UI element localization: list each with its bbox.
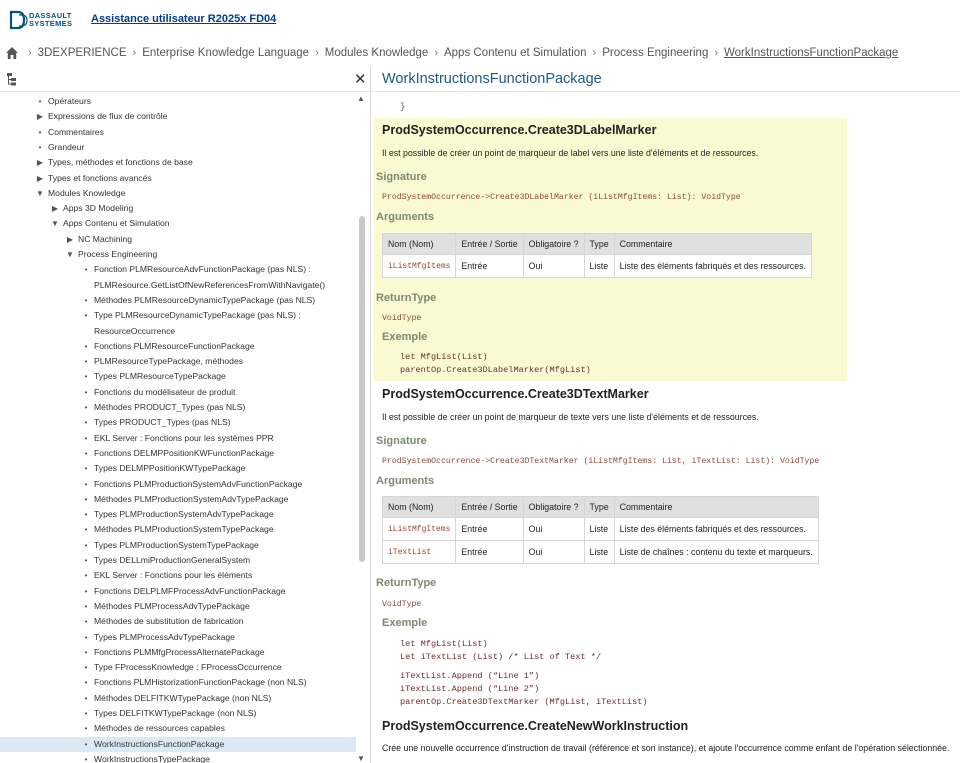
toc-item-label: Méthodes PLMProductionSystemTypePackage bbox=[94, 524, 274, 535]
toc-item-label: ResourceOccurrence bbox=[94, 325, 176, 336]
bullet-icon: • bbox=[84, 448, 88, 458]
toc-sidebar bbox=[0, 66, 371, 763]
breadcrumb-current[interactable]: WorkInstructionsFunctionPackage bbox=[724, 47, 899, 59]
toc-item[interactable] bbox=[0, 385, 356, 400]
param-comment: Liste de chaînes : contenu du texte et marqueurs. bbox=[614, 541, 818, 564]
chevron-right-icon: › bbox=[315, 47, 319, 59]
bullet-icon: • bbox=[84, 556, 88, 565]
breadcrumb bbox=[0, 40, 960, 66]
column-header: Type bbox=[584, 497, 614, 518]
breadcrumb-item[interactable]: Apps Contenu et Simulation bbox=[443, 47, 587, 59]
signature-heading: Signature bbox=[376, 435, 427, 447]
bullet-icon: • bbox=[84, 601, 88, 611]
bullet-icon: • bbox=[84, 586, 88, 596]
table-header-row bbox=[383, 497, 819, 518]
tree-view-icon[interactable] bbox=[6, 72, 20, 86]
toc-item[interactable] bbox=[0, 492, 356, 507]
column-header: Entrée / Sortie bbox=[456, 234, 523, 255]
toc-item[interactable] bbox=[0, 247, 356, 262]
arguments-table bbox=[382, 233, 812, 278]
toc-item-label: Types PRODUCT_Types (pas NLS) bbox=[94, 417, 231, 428]
bullet-icon: • bbox=[84, 632, 88, 642]
bullet-icon: • bbox=[84, 311, 88, 321]
column-header: Entrée / Sortie bbox=[456, 497, 523, 518]
toc-item-label: Type PLMResourceDynamicTypePackage (pas NLS) : bbox=[94, 310, 301, 321]
table-row bbox=[383, 518, 819, 541]
column-header: Type bbox=[584, 234, 614, 255]
bullet-icon: • bbox=[84, 678, 88, 688]
bullet-icon: • bbox=[38, 97, 42, 106]
bullet-icon: • bbox=[38, 127, 42, 137]
code-line: Let iTextList (List) /* List of Text */ bbox=[400, 652, 602, 662]
home-icon[interactable] bbox=[5, 46, 19, 60]
column-header: Commentaire bbox=[614, 234, 811, 255]
toc-item-label: Types, méthodes et fonctions de base bbox=[48, 157, 193, 168]
section-description: Il est possible de créer un point de marqueur de texte vers une liste d'éléments et de ressources. bbox=[382, 412, 759, 422]
arguments-heading: Arguments bbox=[376, 475, 435, 487]
chevron-right-icon: › bbox=[714, 47, 719, 59]
bullet-icon: • bbox=[84, 418, 88, 428]
toc-item-label: NC Machining bbox=[78, 233, 132, 244]
toc-item[interactable] bbox=[0, 645, 356, 660]
param-required: Oui bbox=[523, 541, 584, 564]
toc-item[interactable] bbox=[0, 614, 356, 629]
column-header: Nom (Nom) bbox=[383, 497, 456, 518]
toc-item[interactable] bbox=[0, 415, 356, 430]
toc-item[interactable] bbox=[0, 308, 356, 323]
title-divider bbox=[372, 91, 960, 92]
toc-item-label: Commentaires bbox=[48, 126, 104, 137]
toc-item-label: Méthodes PRODUCT_Types (pas NLS) bbox=[94, 402, 246, 412]
toc-item-label: Types et fonctions avancés bbox=[48, 172, 152, 183]
scroll-up-icon[interactable]: ▲ bbox=[357, 94, 365, 103]
bullet-icon: • bbox=[84, 479, 88, 489]
bullet-icon: • bbox=[84, 709, 88, 718]
toc-item-label: Expressions de flux de contrôle bbox=[48, 111, 168, 122]
returntype-heading: ReturnType bbox=[376, 577, 437, 589]
param-comment: Liste des éléments fabriqués et des ressources. bbox=[614, 518, 818, 541]
toc-item-selected[interactable] bbox=[0, 737, 356, 752]
chevron-right-icon: › bbox=[434, 47, 438, 59]
toc-item[interactable] bbox=[0, 660, 356, 675]
section-description: Il est possible de créer un point de marqueur de label vers une liste d'éléments et de ressources. bbox=[382, 148, 759, 158]
param-direction: Entrée bbox=[456, 518, 523, 541]
toc-item[interactable] bbox=[0, 721, 356, 736]
toc-item-label: Fonctions PLMMfgProcessAlternatePackage bbox=[94, 646, 265, 657]
toc-item[interactable] bbox=[0, 752, 356, 763]
bullet-icon: • bbox=[84, 525, 88, 535]
toc-item-label: EKL Server : Fonctions pour les systèmes PPR bbox=[94, 432, 274, 443]
code-line: parentOp.Create3DLabelMarker(MfgList) bbox=[400, 365, 591, 375]
example-heading: Exemple bbox=[382, 617, 428, 629]
toc-item-label: Types DELLmiProductionGeneralSystem bbox=[94, 555, 251, 565]
toc-item[interactable] bbox=[0, 369, 356, 384]
toc-item[interactable] bbox=[0, 446, 356, 461]
toc-item-label: Types PLMProcessAdvTypePackage bbox=[94, 631, 235, 642]
toc-item[interactable] bbox=[0, 522, 356, 537]
toc-item[interactable] bbox=[0, 125, 356, 140]
toc-tree bbox=[0, 94, 356, 763]
toc-item[interactable] bbox=[0, 691, 356, 706]
toc-item[interactable] bbox=[0, 171, 356, 186]
param-direction: Entrée bbox=[456, 255, 523, 278]
expand-arrow-icon[interactable]: ▶ bbox=[66, 234, 74, 244]
header bbox=[0, 0, 960, 40]
bullet-icon: • bbox=[84, 341, 88, 351]
signature-heading: Signature bbox=[376, 171, 427, 183]
toc-item[interactable] bbox=[0, 293, 356, 308]
bullet-icon: • bbox=[84, 357, 88, 367]
signature-text: ProdSystemOccurrence->Create3DTextMarker (iListMfgItems: List, iTextList: List): VoidType bbox=[382, 457, 820, 466]
sidebar-toolbar bbox=[0, 66, 370, 92]
toc-item[interactable] bbox=[0, 155, 356, 170]
bullet-icon: • bbox=[84, 510, 88, 520]
bullet-icon: • bbox=[84, 540, 88, 550]
code-line: let MfgList(List) bbox=[400, 639, 488, 649]
toc-item[interactable] bbox=[0, 675, 356, 690]
expand-arrow-icon[interactable]: ▶ bbox=[51, 204, 59, 214]
toc-item-label: Type FProcessKnowledge : FProcessOccurrence bbox=[94, 662, 282, 673]
signature-text: ProdSystemOccurrence->Create3DLabelMarker (iListMfgItems: List): VoidType bbox=[382, 193, 741, 202]
section-heading: ProdSystemOccurrence.CreateNewWorkInstruction bbox=[382, 719, 689, 733]
bullet-icon: • bbox=[84, 693, 88, 703]
toc-item[interactable] bbox=[0, 431, 356, 446]
user-assistance-link[interactable]: Assistance utilisateur R2025x FD04 bbox=[91, 13, 277, 25]
toc-item[interactable] bbox=[0, 568, 356, 583]
param-required: Oui bbox=[523, 255, 584, 278]
ds-logo-icon bbox=[9, 9, 29, 31]
toc-item-label: Méthodes PLMProcessAdvTypePackage bbox=[94, 600, 250, 611]
toc-item[interactable] bbox=[0, 216, 356, 231]
toc-item[interactable] bbox=[0, 507, 356, 522]
param-type: Liste bbox=[584, 255, 614, 278]
toc-item[interactable] bbox=[0, 477, 356, 492]
toc-item-label: Grandeur bbox=[48, 141, 85, 152]
chevron-right-icon: › bbox=[28, 47, 32, 59]
example-heading: Exemple bbox=[382, 331, 428, 343]
toc-item-label: Fonctions PLMResourceFunctionPackage bbox=[94, 340, 255, 351]
bullet-icon: • bbox=[84, 663, 88, 673]
chevron-right-icon: › bbox=[132, 47, 137, 59]
param-required: Oui bbox=[523, 518, 584, 541]
toc-item-label: Méthodes PLMResourceDynamicTypePackage (pas NLS) bbox=[94, 294, 316, 305]
toc-item-label: Types DELMPPositionKWTypePackage bbox=[94, 463, 246, 474]
toc-item-label: WorkInstructionsTypePackage bbox=[94, 753, 210, 763]
arguments-heading: Arguments bbox=[376, 211, 435, 223]
toc-item[interactable] bbox=[0, 201, 356, 216]
toc-item-label: Fonctions DELPLMFProcessAdvFunctionPackage bbox=[94, 585, 286, 596]
toc-item[interactable] bbox=[0, 599, 356, 614]
bullet-icon: • bbox=[84, 464, 88, 474]
toc-item[interactable] bbox=[0, 262, 356, 277]
toc-item-label: PLMResourceTypePackage, méthodes bbox=[94, 356, 244, 367]
toc-item-label: Process Engineering bbox=[78, 249, 158, 259]
toc-item-label: Fonction PLMResourceAdvFunctionPackage (pas NLS) : bbox=[94, 264, 311, 275]
expand-arrow-icon[interactable]: ▶ bbox=[36, 173, 44, 183]
bullet-icon: • bbox=[84, 617, 88, 627]
section-description: Crée une nouvelle occurrence d'instruction de travail (référence et son instance), et ajoute l'occurrence comme enfant de l'opération sélectionnée. bbox=[382, 743, 950, 753]
toc-item-label: Types PLMProductionSystemTypePackage bbox=[94, 539, 259, 550]
expand-arrow-icon[interactable]: ▶ bbox=[36, 158, 44, 168]
toc-item[interactable] bbox=[0, 706, 356, 721]
param-comment: Liste des éléments fabriqués et des ressources. bbox=[614, 255, 811, 278]
toc-item[interactable] bbox=[0, 140, 356, 155]
toc-item[interactable] bbox=[0, 538, 356, 553]
returntype-value: VoidType bbox=[382, 314, 422, 323]
code-line: iTextList.Append (“Line 2”) bbox=[400, 684, 540, 694]
column-header: Commentaire bbox=[614, 497, 818, 518]
toc-item-label: Fonctions PLMHistorizationFunctionPackage (non NLS) bbox=[94, 677, 307, 688]
logo-text bbox=[29, 12, 72, 28]
toc-item bbox=[0, 278, 356, 293]
toc-item-label: Méthodes DELFITKWTypePackage (non NLS) bbox=[94, 692, 272, 703]
param-type: Liste bbox=[584, 518, 614, 541]
arguments-table bbox=[382, 496, 819, 564]
toc-item bbox=[0, 324, 356, 339]
bullet-icon: • bbox=[84, 265, 88, 275]
scroll-down-icon[interactable]: ▼ bbox=[357, 754, 365, 763]
toc-item-label: Fonctions PLMProductionSystemAdvFunctionPackage bbox=[94, 478, 303, 489]
bullet-icon: • bbox=[84, 433, 88, 443]
bullet-icon: • bbox=[84, 372, 88, 382]
expand-arrow-icon[interactable]: ▶ bbox=[36, 112, 44, 122]
toc-item-label: WorkInstructionsFunctionPackage bbox=[94, 738, 225, 749]
toc-item[interactable] bbox=[0, 186, 356, 201]
toc-item-label: Apps 3D Modeling bbox=[63, 203, 134, 214]
toc-item-label: Fonctions DELMPPositionKWFunctionPackage bbox=[94, 447, 275, 458]
toc-item[interactable] bbox=[0, 461, 356, 476]
toc-item[interactable] bbox=[0, 109, 356, 124]
dassault-logo[interactable] bbox=[9, 9, 77, 33]
toc-item-label: Apps Contenu et Simulation bbox=[63, 218, 170, 229]
collapse-arrow-icon[interactable]: ▼ bbox=[36, 188, 44, 198]
table-row bbox=[383, 255, 812, 278]
collapse-arrow-icon[interactable]: ▼ bbox=[66, 250, 74, 259]
toc-item-label: EKL Server : Fonctions pour les éléments bbox=[94, 570, 253, 581]
table-header-row bbox=[383, 234, 812, 255]
code-brace: } bbox=[400, 102, 406, 112]
toc-item-label: Fonctions du modélisateur de produit bbox=[94, 386, 236, 397]
toc-item-label: PLMResource.GetListOfNewReferencesFromWithNavigate() bbox=[94, 279, 326, 290]
bullet-icon: • bbox=[84, 295, 88, 305]
toc-item[interactable] bbox=[0, 232, 356, 247]
code-line: iTextList.Append (“Line 1”) bbox=[400, 671, 540, 681]
returntype-value: VoidType bbox=[382, 600, 422, 609]
param-name: iListMfgItems bbox=[383, 518, 456, 541]
table-row bbox=[383, 541, 819, 564]
breadcrumb-item[interactable]: Process Engineering bbox=[602, 47, 709, 59]
collapse-arrow-icon[interactable]: ▼ bbox=[51, 219, 59, 229]
toc-item-label: Méthodes de ressources capables bbox=[94, 723, 225, 734]
content-pane bbox=[372, 66, 960, 763]
toc-item-label: Opérateurs bbox=[48, 96, 91, 106]
bullet-icon: • bbox=[84, 724, 88, 734]
toc-item-label: Méthodes PLMProductionSystemAdvTypePackage bbox=[94, 493, 289, 504]
close-icon[interactable]: ✕ bbox=[354, 71, 367, 88]
scrollbar-thumb[interactable] bbox=[359, 216, 365, 562]
logo-line2: SYSTEMES bbox=[29, 19, 73, 28]
column-header: Nom (Nom) bbox=[383, 234, 456, 255]
bullet-icon: • bbox=[38, 142, 42, 152]
toc-item-label: Types DELFITKWTypePackage (non NLS) bbox=[94, 708, 257, 718]
param-name: iListMfgItems bbox=[383, 255, 456, 278]
logo-line1: DASSAULT bbox=[29, 11, 72, 20]
returntype-heading: ReturnType bbox=[376, 292, 437, 304]
bullet-icon: • bbox=[84, 494, 88, 504]
bullet-icon: • bbox=[84, 403, 88, 412]
section-heading: ProdSystemOccurrence.Create3DTextMarker bbox=[382, 387, 649, 401]
column-header: Obligatoire ? bbox=[523, 497, 584, 518]
bullet-icon: • bbox=[84, 739, 88, 749]
code-line: parentOp.Create3DTextMarker (MfgList, iTextList) bbox=[400, 697, 648, 707]
section-heading: ProdSystemOccurrence.Create3DLabelMarker bbox=[382, 123, 657, 137]
toc-item[interactable] bbox=[0, 354, 356, 369]
code-line: let MfgList(List) bbox=[400, 352, 488, 362]
param-type: Liste bbox=[584, 541, 614, 564]
sidebar-scrollbar[interactable] bbox=[357, 94, 367, 763]
chevron-right-icon: › bbox=[592, 47, 597, 59]
toc-item[interactable] bbox=[0, 630, 356, 645]
toc-item-label: Méthodes de substitution de fabrication bbox=[94, 616, 244, 627]
toc-item-label: Types PLMResourceTypePackage bbox=[94, 371, 226, 382]
toc-item[interactable] bbox=[0, 553, 356, 568]
page-title: WorkInstructionsFunctionPackage bbox=[382, 71, 602, 87]
bullet-icon: • bbox=[84, 571, 88, 581]
toc-item[interactable] bbox=[0, 400, 356, 415]
breadcrumb-item[interactable]: 3DEXPERIENCE bbox=[37, 47, 127, 59]
toc-item[interactable] bbox=[0, 94, 356, 109]
breadcrumb-item[interactable]: Modules Knowledge bbox=[324, 47, 429, 59]
toc-item[interactable] bbox=[0, 584, 356, 599]
column-header: Obligatoire ? bbox=[523, 234, 584, 255]
toc-item[interactable] bbox=[0, 339, 356, 354]
bullet-icon: • bbox=[84, 754, 88, 763]
toc-item-label: Types PLMProductionSystemAdvTypePackage bbox=[94, 509, 274, 520]
param-name: iTextList bbox=[383, 541, 456, 564]
bullet-icon: • bbox=[84, 387, 88, 397]
toc-item-label: Modules Knowledge bbox=[48, 187, 126, 198]
breadcrumb-item[interactable]: Enterprise Knowledge Language bbox=[142, 47, 310, 59]
bullet-icon: • bbox=[84, 647, 88, 657]
param-direction: Entrée bbox=[456, 541, 523, 564]
